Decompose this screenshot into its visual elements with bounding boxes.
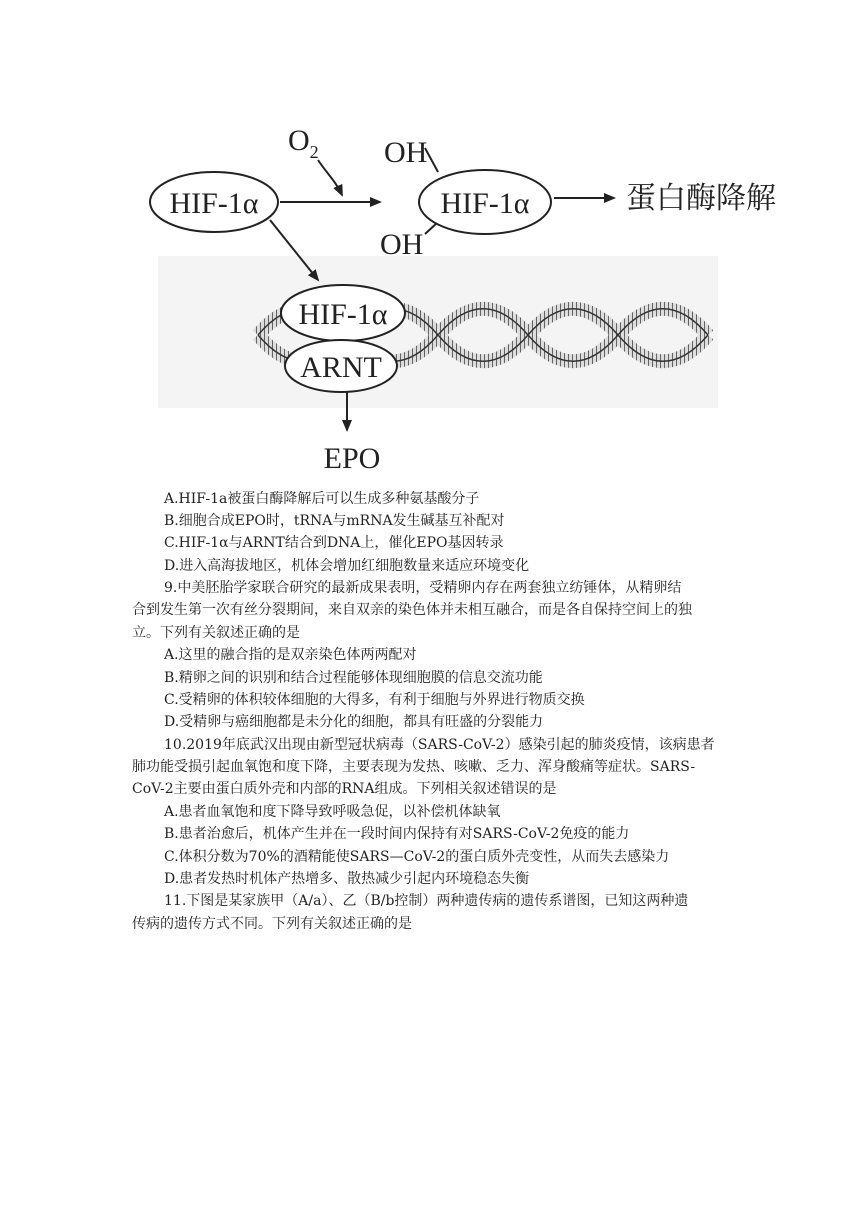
q9-stem-line1: 9.中美胚胎学家联合研究的最新成果表明，受精卵内存在两套独立纺锤体，从精卵结: [164, 580, 682, 596]
epo-label: EPO: [323, 442, 381, 475]
q8-option-b: B.细胞合成EPO时，tRNA与mRNA发生碱基互补配对: [164, 513, 505, 529]
q10-stem-line3: CoV-2主要由蛋白质外壳和内部的RNA组成。下列相关叙述错误的是: [132, 781, 557, 797]
hif-hydroxylated-label: HIF-1α: [440, 187, 530, 220]
q11-stem-line2: 传病的遗传方式不同。下列有关叙述正确的是: [132, 916, 412, 932]
q10-option-c: C.体积分数为70%的酒精能使SARS—CoV-2的蛋白质外壳变性，从而失去感染力: [164, 849, 670, 865]
hif-pathway-diagram: [0, 0, 860, 480]
q8-option-a: A.HIF-1a被蛋白酶降解后可以生成多种氨基酸分子: [164, 491, 480, 507]
q11-stem-line1: 11.下图是某家族甲（A/a）、乙（B/b控制）两种遗传病的遗传系谱图，已知这两种遗: [164, 893, 689, 909]
q10-stem-line2: 肺功能受损引起血氧饱和度下降，主要表现为发热、咳嗽、乏力、浑身酸痛等症状。SARS-: [132, 759, 696, 775]
hif-left-label: HIF-1α: [169, 187, 259, 220]
q10-option-a: A.患者血氧饱和度下降导致呼吸急促，以补偿机体缺氧: [164, 804, 501, 820]
q9-option-a: A.这里的融合指的是双亲染色体两两配对: [164, 647, 417, 663]
q10-stem-line1: 10.2019年底武汉出现由新型冠状病毒（SARS-CoV-2）感染引起的肺炎疫情，该病患者: [164, 737, 715, 753]
oh-top-label: OH: [384, 136, 428, 169]
q10-option-d: D.患者发热时机体产热增多、散热减少引起内环境稳态失衡: [164, 871, 530, 887]
arnt-label: ARNT: [300, 351, 382, 384]
q9-stem-line3: 立。下列有关叙述正确的是: [132, 625, 300, 641]
oh-bottom-label: OH: [380, 228, 424, 261]
degradation-label: 蛋白酶降解: [626, 181, 776, 216]
q9-option-d: D.受精卵与癌细胞都是未分化的细胞，都具有旺盛的分裂能力: [164, 714, 544, 730]
hif-bottom-label: HIF-1α: [298, 298, 388, 331]
q9-stem-line2: 合到发生第一次有丝分裂期间，来自双亲的染色体并未相互融合，而是各自保持空间上的独: [132, 602, 692, 618]
q8-option-c: C.HIF-1α与ARNT结合到DNA上，催化EPO基因转录: [164, 535, 504, 551]
q9-option-b: B.精卵之间的识别和结合过程能够体现细胞膜的信息交流功能: [164, 670, 543, 686]
o2-arrow: [318, 160, 342, 195]
q9-option-c: C.受精卵的体积较体细胞的大得多，有利于细胞与外界进行物质交换: [164, 692, 585, 708]
q10-option-b: B.患者治愈后，机体产生并在一段时间内保持有对SARS-CoV-2免疫的能力: [164, 826, 630, 842]
o2-label: $O_2$: [288, 124, 319, 162]
q8-option-d: D.进入高海拔地区，机体会增加红细胞数量来适应环境变化: [164, 558, 530, 574]
